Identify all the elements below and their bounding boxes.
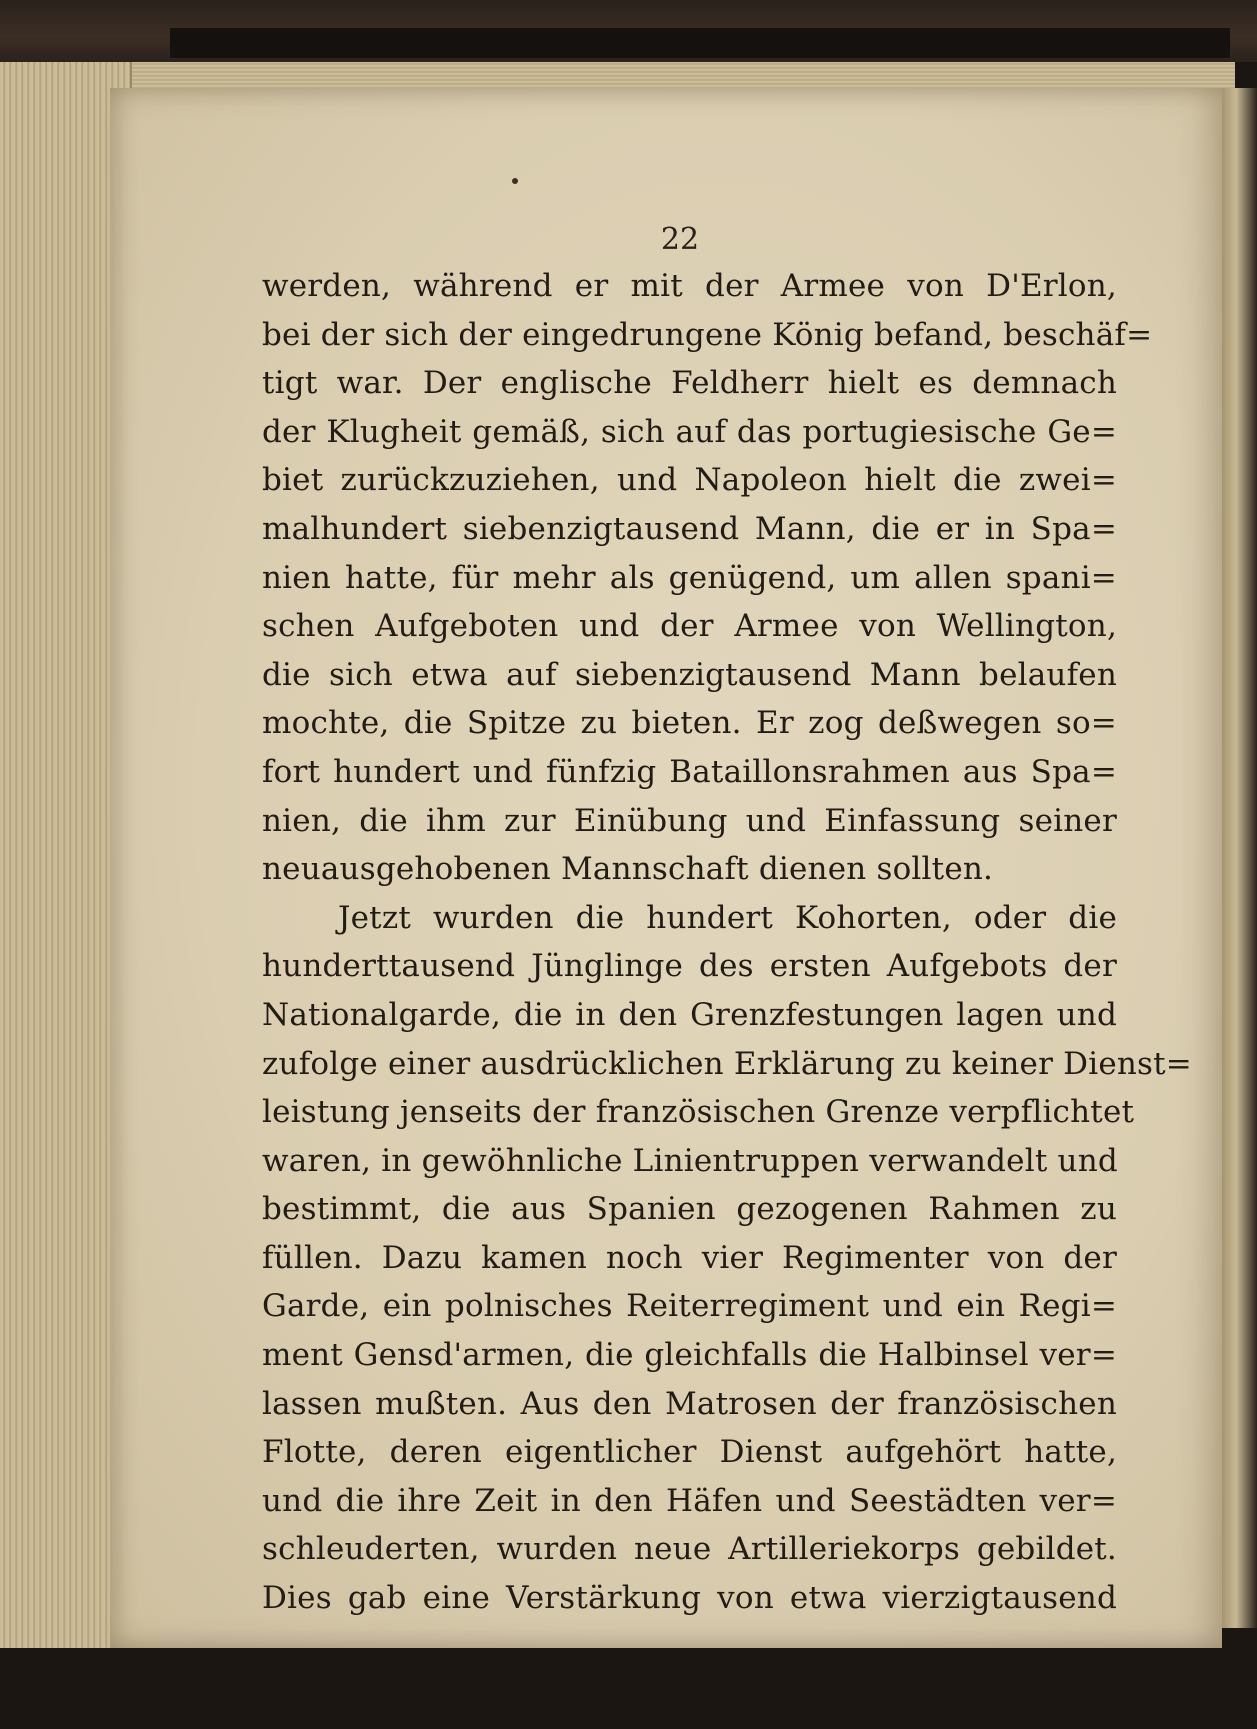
text-line: malhundert siebenzigtausend Mann, die er in Spa= [262,510,1117,547]
text-line: Garde, ein polnisches Reiterregiment und ein Regi= [262,1288,1117,1325]
text-line: Nationalgarde, die in den Grenzfestungen lagen und [262,996,1117,1033]
text-line: neuausgehobenen Mannschaft dienen sollten. [262,851,994,888]
text-line: bei der sich der eingedrungene König befand, beschäf= [262,316,1153,353]
text-line: Dies gab eine Verstärkung von etwa vierzigtausend [262,1580,1117,1617]
text-line: waren, in gewöhnliche Linientruppen verwandelt und [262,1142,1118,1179]
text-line: schen Aufgeboten und der Armee von Wellington, [262,608,1117,645]
book-bottom-shadow [0,1648,1257,1729]
text-line: Jetzt wurden die hundert Kohorten, oder die [338,899,1117,936]
ink-speck [512,178,518,184]
page-body [262,262,1192,1623]
text-line: ment Gensd'armen, die gleichfalls die Halbinsel ver= [262,1337,1117,1374]
text-line: leistung jenseits der französischen Grenze verpflichtet [262,1094,1135,1131]
text-line: hunderttausend Jünglinge des ersten Aufgebots der [262,948,1117,985]
text-line: der Klugheit gemäß, sich auf das portugiesische Ge= [262,413,1117,450]
text-line: zufolge einer ausdrücklichen Erklärung zu keiner Dienst= [262,1045,1192,1082]
text-line: nien hatte, für mehr als genügend, um allen spani= [262,559,1117,596]
text-line: schleuderten, wurden neue Artilleriekorps gebildet. [262,1531,1117,1568]
text-line: und die ihre Zeit in den Häfen und Seestädten ver= [262,1482,1117,1519]
text-line: tigt war. Der englische Feldherr hielt es demnach [262,365,1117,402]
text-line: Flotte, deren eigentlicher Dienst aufgehört hatte, [262,1434,1117,1471]
text-line: die sich etwa auf siebenzigtausend Mann belaufen [262,656,1117,693]
text-line: biet zurückzuziehen, und Napoleon hielt die zwei= [262,462,1117,499]
text-line: nien, die ihm zur Einübung und Einfassung seiner [262,802,1117,839]
page-stack-right [1222,88,1257,1628]
text-line: bestimmt, die aus Spanien gezogenen Rahmen zu [262,1191,1117,1228]
text-line: füllen. Dazu kamen noch vier Regimenter von der [262,1239,1117,1276]
page-number: 22 [660,222,700,257]
cover-dark-strip [170,28,1230,58]
text-line: werden, während er mit der Armee von D'Erlon, [262,268,1117,304]
text-line: mochte, die Spitze zu bieten. Er zog deßwegen so= [262,705,1117,742]
text-line: fort hundert und fünfzig Bataillonsrahmen aus Spa= [262,753,1117,790]
text-line: lassen mußten. Aus den Matrosen der französischen [262,1385,1117,1422]
